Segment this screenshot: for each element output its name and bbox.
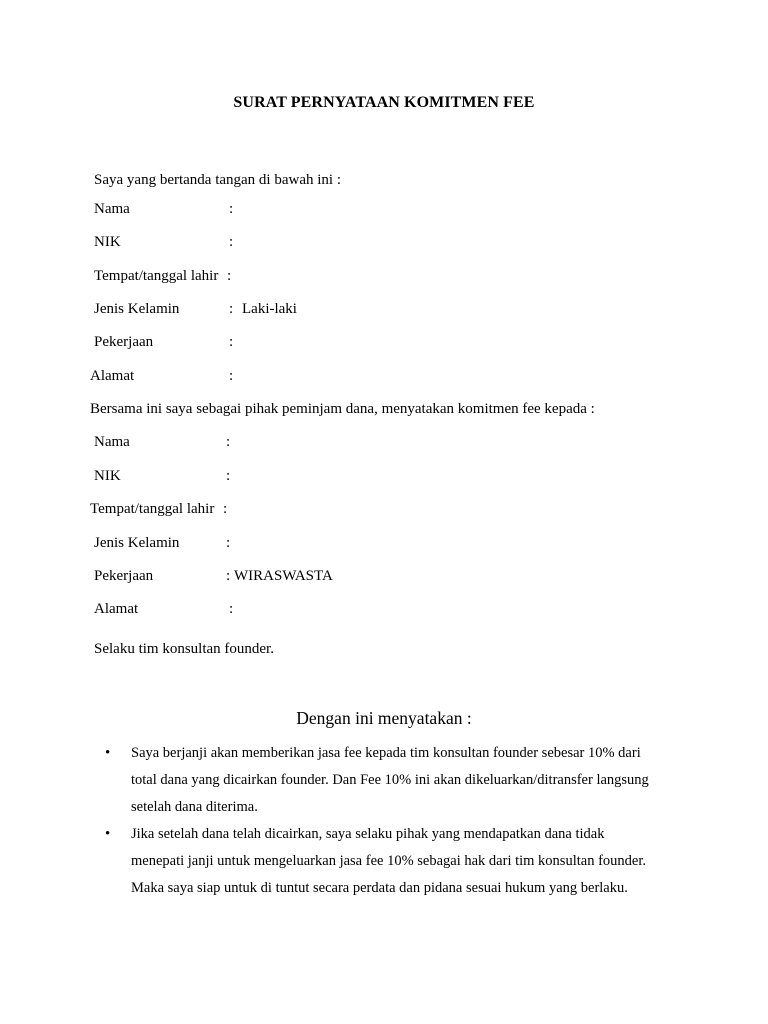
field-sep-nik: : (229, 234, 234, 250)
intro-text: Saya yang bertanda tangan di bawah ini : (94, 172, 342, 188)
field-label-ttl: Tempat/tanggal lahir (94, 268, 219, 284)
field-sep-jenis-kelamin: : (229, 301, 234, 317)
bullet-icon: • (105, 826, 111, 842)
point-line: setelah dana diterima. (131, 799, 258, 815)
statement-text: Bersama ini saya sebagai pihak peminjam dana, menyatakan komitmen fee kepada : (90, 401, 595, 417)
declaration-heading: Dengan ini menyatakan : (296, 708, 472, 728)
field-label-nama: Nama (94, 201, 130, 217)
field-label-jenis-kelamin-2: Jenis Kelamin (94, 535, 180, 551)
field-value-jenis-kelamin: Laki-laki (242, 301, 297, 317)
field-sep-ttl-2: : (223, 501, 228, 517)
point-line: Saya berjanji akan memberikan jasa fee kepada tim konsultan founder sebesar 10% dari (131, 745, 641, 761)
field-label-alamat: Alamat (90, 368, 135, 384)
field-label-ttl-2: Tempat/tanggal lahir (90, 501, 215, 517)
field-value-pekerjaan-2: WIRASWASTA (234, 568, 333, 584)
field-sep-alamat-2: : (229, 601, 234, 617)
declaration-point (104, 821, 674, 902)
declaration-point (104, 740, 674, 821)
field-sep-alamat: : (229, 368, 234, 384)
field-label-jenis-kelamin: Jenis Kelamin (94, 301, 180, 317)
field-label-nik: NIK (94, 234, 121, 250)
field-sep-nama: : (229, 201, 234, 217)
bullet-icon: • (105, 745, 111, 761)
field-sep-jenis-kelamin-2: : (226, 535, 231, 551)
field-sep-pekerjaan: : (229, 334, 234, 350)
field-sep-nik-2: : (226, 468, 231, 484)
field-label-nama-2: Nama (94, 434, 130, 450)
field-label-alamat-2: Alamat (94, 601, 139, 617)
field-sep-nama-2: : (226, 434, 231, 450)
field-label-pekerjaan: Pekerjaan (94, 334, 154, 350)
field-sep-ttl: : (227, 268, 232, 284)
point-line: menepati janji untuk mengeluarkan jasa fee 10% sebagai hak dari tim konsultan founder. (131, 853, 646, 869)
role-text: Selaku tim konsultan founder. (94, 641, 274, 657)
field-label-pekerjaan-2: Pekerjaan (94, 568, 154, 584)
declaration-list (104, 740, 674, 902)
point-line: total dana yang dicairkan founder. Dan Fee 10% ini akan dikeluarkan/ditransfer langsung (131, 772, 649, 788)
document-title: SURAT PERNYATAAN KOMITMEN FEE (233, 94, 535, 111)
field-sep-pekerjaan-2: : (226, 568, 231, 584)
field-label-nik-2: NIK (94, 468, 121, 484)
point-line: Maka saya siap untuk di tuntut secara perdata dan pidana sesuai hukum yang berlaku. (131, 880, 628, 896)
point-line: Jika setelah dana telah dicairkan, saya selaku pihak yang mendapatkan dana tidak (131, 826, 605, 842)
